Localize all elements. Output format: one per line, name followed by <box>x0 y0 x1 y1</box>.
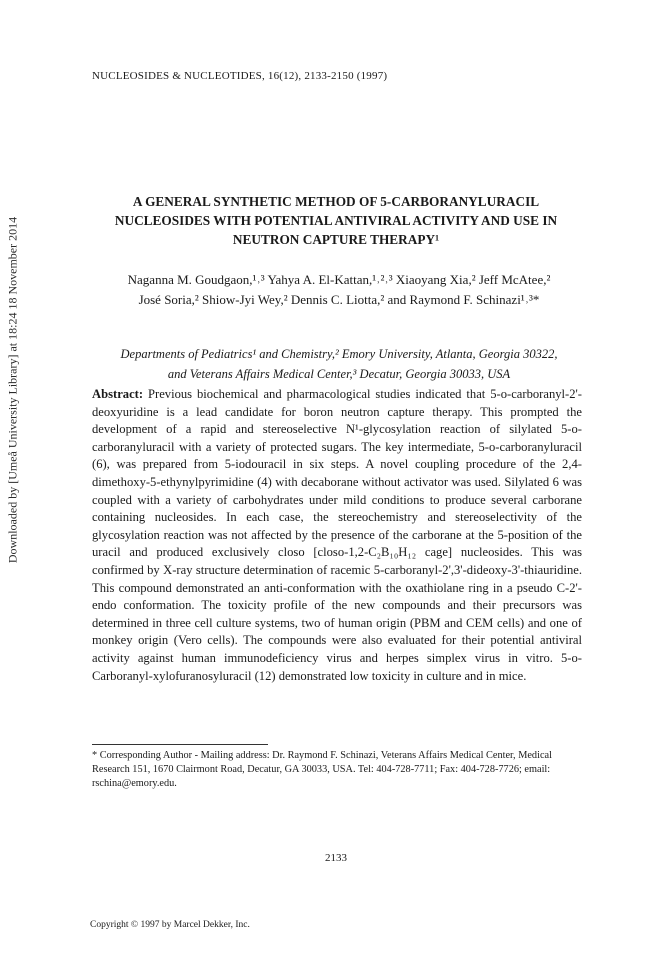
download-watermark-text: Downloaded by [Umeå University Library] at 18:24 18 November 2014 <box>5 216 20 564</box>
affiliation-line: and Veterans Affairs Medical Center,³ Decatur, Georgia 30033, USA <box>167 367 511 381</box>
abstract <box>92 386 582 685</box>
affiliation-line: Departments of Pediatrics¹ and Chemistry,² Emory University, Atlanta, Georgia 30322, <box>120 347 558 361</box>
author-list <box>84 270 594 310</box>
journal-header: NUCLEOSIDES & NUCLEOTIDES, 16(12), 2133-2150 (1997) <box>92 70 388 82</box>
author-line: Naganna M. Goudgaon,¹˒³ Yahya A. El-Kattan,¹˒²˒³ Xiaoyang Xia,² Jeff McAtee,² <box>127 272 551 287</box>
affiliations <box>84 344 594 384</box>
corresponding-author-footnote: * Corresponding Author - Mailing address: Dr. Raymond F. Schinazi, Veterans Affairs Medical Center, Medical Research 151, 1670 Clairmont Road, Decatur, GA 30033, USA. Tel: 404-728-7711; Fax: 404-728-7726; email: rschina@emory.edu. <box>92 750 552 789</box>
author-line: José Soria,² Shiow-Jyi Wey,² Dennis C. Liotta,² and Raymond F. Schinazi¹˒³* <box>138 292 540 307</box>
abstract-label: Abstract: <box>92 387 144 401</box>
footnote-divider <box>92 744 268 745</box>
abstract-text: Previous biochemical and pharmacological studies indicated that 5-o-carboranyl-2'-deoxyuridine is a lead candidate for boron neutron capture therapy. This prompted the development of a rapid and stereoselective N¹-glycosylation reaction of silylated 5-o-carboranyluracil with a variety of protected sugars. The key intermediate, 5-o-carboranyluracil (6), was prepared from 5-iodouracil in six steps. A novel coupling procedure of the 2,4-dimethoxy-5-ethynylpyrimidine (4) with decaborane without activator was used. Silylated 6 was coupled with a variety of carbohydrates under mild conditions to produce several carborane containing nucleosides. In each case, the stereochemistry and stereoselectivity of the glycosylation reaction was not affected by the presence of the carborane at the 5-position of the uracil and produced exclusively closo [closo-1,2-C₂B₁₀H₁₂ cage] nucleosides. This was confirmed by X-ray structure determination of racemic 5-carboranyl-2',3'-dideoxy-3'-thiauridine. This compound demonstrated an anti-conformation with the oxathiolane ring in a pseudo C-2'-endo conformation. The toxicity profile of the new compounds and their precursors was determined in three cell culture systems, two of human origin (PBM and CEM cells) and one of monkey origin (Vero cells). The compounds were also evaluated for their potential antiviral activity against human immunodeficiency virus and herpes simplex virus in vitro. 5-o-Carboranyl-xylofuranosyluracil (12) demonstrated low toxicity in culture and in mice. <box>92 387 582 683</box>
page-number: 2133 <box>325 852 347 864</box>
article-title: A GENERAL SYNTHETIC METHOD OF 5-CARBORANYLURACIL NUCLEOSIDES WITH POTENTIAL ANTIVIRAL ACTIVITY AND USE IN NEUTRON CAPTURE THERAPY¹ <box>114 194 558 247</box>
copyright-notice: Copyright © 1997 by Marcel Dekker, Inc. <box>90 920 250 930</box>
download-watermark <box>6 130 20 650</box>
